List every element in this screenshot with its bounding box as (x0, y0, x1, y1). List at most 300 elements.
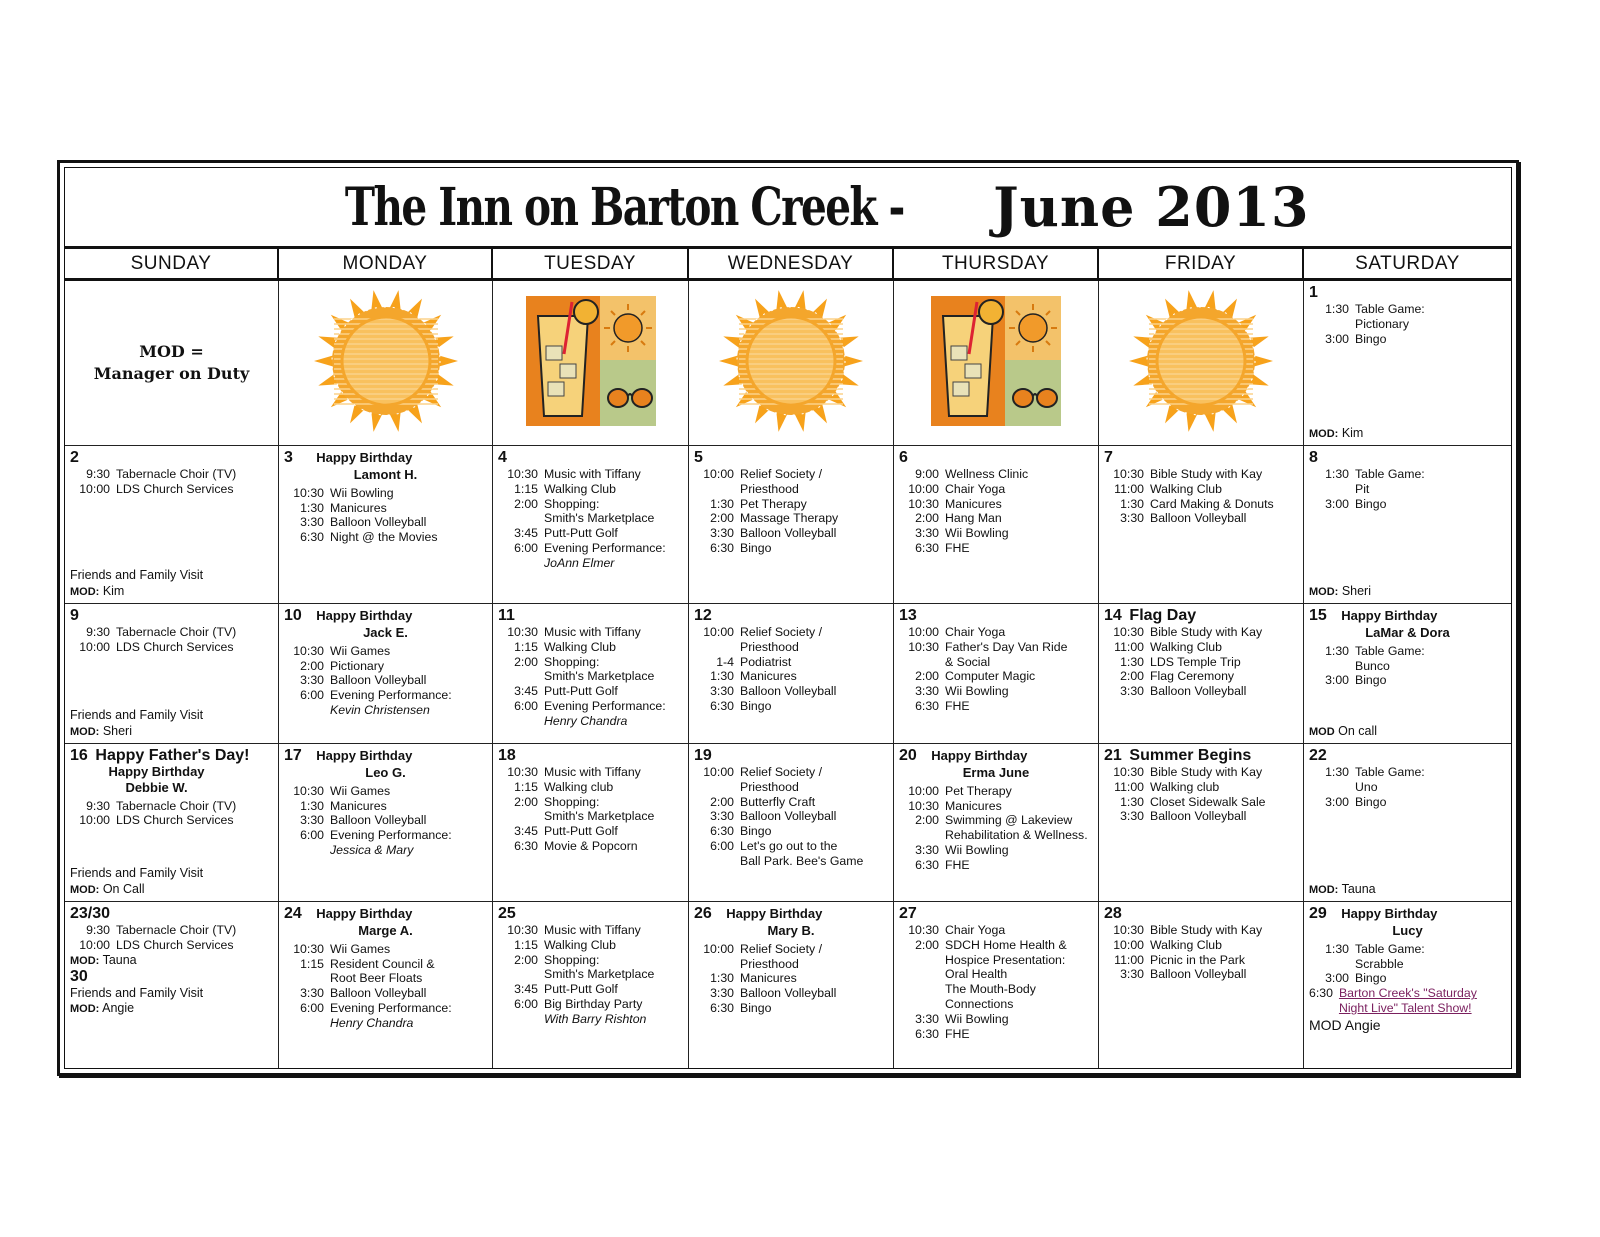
event-time: 1:30 (1325, 467, 1349, 481)
event-row (899, 1012, 1093, 1027)
event-row (70, 640, 273, 655)
mod-line: MOD: Sheri (1309, 584, 1371, 599)
event-activity: Manicures (945, 496, 1002, 511)
event-time (694, 482, 740, 497)
event-time: 1:30 (1325, 765, 1349, 779)
day-cell (279, 604, 493, 744)
day-number: 3 (284, 449, 293, 466)
event-activity: Smith's Marketplace (544, 511, 655, 526)
birthday-label: Happy Birthday (316, 748, 413, 763)
event-row (899, 799, 1093, 814)
event-row (1104, 809, 1298, 824)
event-row (284, 813, 487, 828)
day-cell (1099, 446, 1304, 604)
event-activity: Evening Performance: (330, 688, 452, 703)
event-row (498, 482, 683, 497)
event-activity: Manicures (330, 798, 387, 813)
event-time: 10:30 (1113, 765, 1144, 779)
event-row (70, 467, 273, 482)
event-activity: Ball Park. Bee's Game (740, 853, 864, 868)
event-row (899, 953, 1093, 968)
event-row (694, 526, 888, 541)
event-row (694, 780, 888, 795)
event-time: 3:30 (915, 1011, 939, 1026)
event-activity: Evening Performance: (330, 828, 452, 843)
event-time (694, 640, 740, 655)
event-activity: Hospice Presentation: (945, 952, 1066, 967)
event-row (70, 813, 273, 828)
event-row (498, 511, 683, 526)
event-activity: Balloon Volleyball (740, 526, 837, 541)
birthday-name: LaMar & Dora (1365, 625, 1450, 640)
event-time: 2:00 (1120, 669, 1144, 684)
event-activity: Balloon Volleyball (1150, 511, 1247, 526)
event-time: 1:15 (514, 937, 538, 952)
event-time: 6:00 (514, 996, 538, 1011)
event-row (284, 530, 487, 545)
event-activity: Chair Yoga (945, 923, 1006, 937)
event-activity: Scrabble (1355, 956, 1404, 971)
event-time: 10:30 (908, 639, 939, 654)
event-time: 1:30 (300, 798, 324, 813)
event-time: 2:00 (915, 511, 939, 526)
sun-icon (314, 289, 458, 437)
mod-line: MOD On call (1309, 724, 1378, 739)
event-time: 1:30 (1325, 643, 1349, 658)
blank-cell-lemonade (493, 281, 689, 446)
mod-line: MOD: Tauna (1309, 882, 1376, 897)
event-row (70, 625, 273, 640)
event-row (694, 699, 888, 714)
event-activity: LDS Church Services (116, 937, 234, 952)
event-row (1104, 625, 1298, 640)
event-activity: Walking club (544, 779, 614, 794)
performer-name: Jessica & Mary (330, 842, 414, 857)
performer-prefix: With (544, 1011, 572, 1026)
day-cell (689, 604, 894, 744)
event-activity: Wii Bowling (945, 684, 1009, 699)
event-time: 3:45 (514, 824, 538, 839)
event-time (694, 780, 740, 795)
weekday-wednesday: WEDNESDAY (689, 249, 894, 278)
event-row (899, 482, 1093, 497)
event-time: 2:00 (915, 813, 939, 828)
holiday-title: Happy Father's Day! (95, 747, 250, 764)
event-time: 6:30 (710, 1000, 734, 1015)
event-activity: Table Game: (1355, 302, 1425, 316)
event-activity: Walking Club (1150, 481, 1222, 496)
event-row (1309, 957, 1506, 972)
event-time: 10:30 (908, 923, 939, 937)
event-time: 10:00 (703, 765, 734, 779)
event-row (498, 795, 683, 810)
event-activity: Wellness Clinic (945, 467, 1029, 481)
event-activity: FHE (945, 540, 970, 555)
day-number: 21 (1104, 747, 1122, 764)
event-time: 1:30 (710, 669, 734, 684)
lemonade-summer-icon (929, 294, 1063, 432)
birthday-name: Lamont H. (353, 467, 418, 482)
event-time: 2:00 (915, 937, 939, 952)
day-cell (894, 902, 1099, 1068)
event-time: 10:30 (293, 643, 324, 658)
event-time: 6:00 (514, 698, 538, 713)
event-time: 10:00 (908, 783, 939, 798)
day-cell (689, 902, 894, 1068)
event-row (498, 497, 683, 512)
event-time: 10:30 (1113, 923, 1144, 937)
event-time: 1:15 (514, 779, 538, 794)
event-activity: Manicures (740, 669, 797, 684)
event-activity: Balloon Volleyball (740, 986, 837, 1001)
day-cell (1099, 902, 1304, 1068)
event-activity: Rehabilitation & Wellness. (945, 828, 1088, 843)
event-time: 1:30 (1120, 794, 1144, 809)
event-time: 3:30 (915, 842, 939, 857)
event-row (284, 986, 487, 1001)
event-activity: Butterfly Craft (740, 794, 816, 809)
event-time: 6:30 (915, 1026, 939, 1041)
legend-cell (65, 281, 279, 446)
event-time: 10:30 (507, 625, 538, 639)
event-time: 6:30 (710, 698, 734, 713)
event-activity: Wii Bowling (945, 526, 1009, 541)
event-activity: Pictionary (330, 658, 384, 673)
day-number: 9 (70, 607, 79, 624)
holiday-title: Summer Begins (1129, 747, 1252, 764)
event-row (899, 541, 1093, 556)
event-activity: Balloon Volleyball (1150, 684, 1247, 699)
event-activity: Bingo (1355, 331, 1387, 346)
event-activity: Walking Club (544, 639, 616, 654)
event-activity: Table Game: (1355, 467, 1425, 481)
event-row (498, 982, 683, 997)
event-activity: Relief Society / (740, 941, 823, 956)
event-activity: Evening Performance: (330, 1000, 452, 1015)
event-activity: Evening Performance: (544, 698, 666, 713)
calendar-frame (57, 160, 1519, 1076)
event-activity: Let's go out to the (740, 838, 838, 853)
event-row (899, 938, 1093, 953)
event-time: 3:30 (1120, 809, 1144, 824)
event-activity: SDCH Home Health & (945, 937, 1067, 952)
event-row (498, 809, 683, 824)
event-activity: & Social (945, 654, 991, 669)
event-row (899, 684, 1093, 699)
day-cell (65, 446, 279, 604)
event-row (1309, 644, 1506, 659)
event-activity: Priesthood (740, 779, 799, 794)
birthday-label: Happy Birthday (316, 450, 413, 465)
birthday-label: Happy Birthday (726, 906, 823, 921)
event-activity: Manicures (330, 500, 387, 515)
day-number: 18 (498, 747, 516, 764)
event-time: 10:30 (293, 783, 324, 798)
event-activity: Manicures (740, 971, 797, 986)
event-time: 10:30 (293, 485, 324, 500)
event-activity: Balloon Volleyball (330, 673, 427, 688)
event-activity: Balloon Volleyball (330, 813, 427, 828)
day-cell (689, 744, 894, 902)
event-time (1309, 780, 1355, 795)
event-row (694, 541, 888, 556)
event-time: 6:30 (915, 540, 939, 555)
event-row (498, 780, 683, 795)
event-activity: LDS Church Services (116, 639, 234, 654)
event-row (694, 795, 888, 810)
event-time (1309, 482, 1355, 497)
event-activity: Smith's Marketplace (544, 669, 655, 684)
event-time (1309, 957, 1355, 972)
event-time (498, 669, 544, 684)
event-activity: Walking Club (1150, 937, 1222, 952)
event-time: 2:00 (514, 496, 538, 511)
event-time: 3:45 (514, 982, 538, 997)
event-row (899, 982, 1093, 997)
day-cell (65, 604, 279, 744)
event-row (1309, 467, 1506, 482)
event-activity: Root Beer Floats (330, 971, 423, 986)
weekday-friday: FRIDAY (1099, 249, 1304, 278)
birthday-name: Mary B. (767, 923, 815, 938)
event-time: 2:00 (300, 658, 324, 673)
day-cell (894, 446, 1099, 604)
event-time (284, 971, 330, 986)
event-activity: Priesthood (740, 639, 799, 654)
event-row (498, 640, 683, 655)
calendar-grid (65, 281, 1511, 1068)
event-activity: Bingo (740, 540, 772, 555)
event-row (899, 843, 1093, 858)
event-activity: Tabernacle Choir (TV) (116, 467, 237, 481)
event-row (1104, 655, 1298, 670)
event-row (498, 541, 683, 556)
day-number: 14 (1104, 607, 1122, 624)
event-activity: Table Game: (1355, 765, 1425, 779)
day-cell (1304, 744, 1511, 902)
event-activity: Closet Sidewalk Sale (1150, 794, 1266, 809)
event-row (694, 511, 888, 526)
event-activity: Shopping: (544, 496, 600, 511)
event-row (899, 526, 1093, 541)
event-time: 3:45 (514, 684, 538, 699)
event-row (284, 644, 487, 659)
event-activity: Music with Tiffany (544, 625, 641, 639)
event-row (899, 655, 1093, 670)
event-activity: Oral Health (945, 967, 1008, 982)
event-row (1104, 953, 1298, 968)
event-activity: LDS Church Services (116, 481, 234, 496)
event-activity: Shopping: (544, 654, 600, 669)
event-time: 11:00 (1114, 481, 1144, 496)
event-row (498, 625, 683, 640)
event-activity: Bingo (740, 698, 772, 713)
event-row (1309, 317, 1506, 332)
event-row (694, 684, 888, 699)
event-row (694, 640, 888, 655)
event-time: 10:30 (1113, 467, 1144, 481)
event-time: 3:45 (514, 526, 538, 541)
event-activity: Relief Society / (740, 765, 823, 779)
birthday-name: Erma June (962, 765, 1030, 780)
event-time: 10:00 (79, 813, 110, 828)
event-time: 2:00 (915, 669, 939, 684)
event-time: 1:15 (514, 481, 538, 496)
day-number: 30 (70, 968, 88, 986)
event-time: 6:30 (514, 838, 538, 853)
event-row (284, 828, 487, 843)
event-activity: Putt-Putt Golf (544, 982, 618, 997)
event-time: 10:30 (507, 923, 538, 937)
day-number: 23/30 (70, 905, 111, 922)
weekday-thursday: THURSDAY (894, 249, 1099, 278)
event-activity: Putt-Putt Golf (544, 824, 618, 839)
event-row (899, 699, 1093, 714)
event-row (1309, 302, 1506, 317)
event-row (694, 971, 888, 986)
event-activity: FHE (945, 698, 970, 713)
event-time: 10:00 (79, 937, 110, 952)
day-number: 22 (1309, 747, 1327, 764)
event-activity: Picnic in the Park (1150, 952, 1246, 967)
day-number: 29 (1309, 905, 1327, 922)
birthday-label: Happy Birthday (1341, 608, 1438, 623)
event-row (498, 824, 683, 839)
event-activity: Balloon Volleyball (330, 515, 427, 530)
event-activity: Pictionary (1355, 316, 1409, 331)
event-time: 3:00 (1325, 496, 1349, 511)
event-time: 9:00 (915, 467, 939, 481)
lemonade-summer-icon (524, 294, 658, 432)
event-row (498, 997, 683, 1012)
event-time: 10:00 (79, 639, 110, 654)
talent-show-link[interactable]: Barton Creek's "Saturday Night Live" Talent Show! (1338, 986, 1477, 1015)
day-cell (493, 604, 689, 744)
event-time: 3:30 (710, 809, 734, 824)
event-time (1309, 659, 1355, 674)
event-time (694, 854, 740, 869)
day-cell (1099, 744, 1304, 902)
event-time: 1:30 (710, 496, 734, 511)
day-cell (1099, 604, 1304, 744)
holiday-title: Flag Day (1129, 607, 1197, 624)
birthday-name: Marge A. (358, 923, 413, 938)
day-cell (65, 744, 279, 902)
event-activity: Father's Day Van Ride (945, 639, 1068, 654)
event-row (498, 669, 683, 684)
event-time: 10:30 (507, 765, 538, 779)
event-row (899, 858, 1093, 873)
event-time: 6:30 (915, 698, 939, 713)
event-time: 10:00 (703, 625, 734, 639)
event-row (284, 971, 487, 986)
event-activity: Balloon Volleyball (740, 684, 837, 699)
event-row (284, 501, 487, 516)
event-time: 6:00 (300, 1000, 324, 1015)
event-activity: Walking club (1150, 779, 1220, 794)
event-row (694, 765, 888, 780)
event-activity: Music with Tiffany (544, 467, 641, 481)
event-time: 3:00 (1325, 971, 1349, 986)
event-row (694, 854, 888, 869)
event-row (1104, 640, 1298, 655)
blank-cell-lemonade (894, 281, 1099, 446)
event-row (1104, 780, 1298, 795)
event-row (498, 526, 683, 541)
event-row (694, 824, 888, 839)
event-time: 3:30 (300, 986, 324, 1001)
event-activity: Resident Council & (330, 956, 435, 971)
event-activity: Walking Club (1150, 639, 1222, 654)
birthday-name: Jack E. (363, 625, 408, 640)
event-activity: Pet Therapy (740, 496, 807, 511)
event-row (899, 997, 1093, 1012)
event-activity: Flag Ceremony (1150, 669, 1235, 684)
event-activity: The Mouth-Body (945, 982, 1036, 997)
event-row (70, 799, 273, 814)
event-time: 6:30 (300, 530, 324, 545)
event-activity: Bible Study with Kay (1150, 765, 1263, 779)
day-number: 15 (1309, 607, 1327, 624)
title-script: The Inn on Barton Creek - (345, 176, 905, 238)
event-row (498, 839, 683, 854)
weekday-monday: MONDAY (279, 249, 493, 278)
weekday-sunday: SUNDAY (65, 249, 279, 278)
friends-family-visit: Friends and Family Visit (70, 708, 204, 723)
event-time: 10:30 (293, 941, 324, 956)
event-row (899, 813, 1093, 828)
event-time: 9:30 (86, 625, 110, 639)
event-activity: Massage Therapy (740, 511, 839, 526)
event-time: 3:00 (1325, 331, 1349, 346)
event-activity: Computer Magic (945, 669, 1036, 684)
event-time (899, 953, 945, 968)
event-activity: Putt-Putt Golf (544, 684, 618, 699)
event-activity: Music with Tiffany (544, 765, 641, 779)
event-activity: Bingo (1355, 794, 1387, 809)
performer-name: With Barry Rishton (544, 1011, 647, 1026)
event-row (1309, 765, 1506, 780)
event-activity: Bingo (740, 824, 772, 839)
event-time: 2:00 (514, 952, 538, 967)
event-row (1104, 669, 1298, 684)
mod-line: MOD: Kim (1309, 426, 1364, 441)
event-row (899, 640, 1093, 655)
event-activity: Priesthood (740, 481, 799, 496)
event-activity: Bingo (740, 1000, 772, 1015)
event-row (284, 515, 487, 530)
event-time: 10:30 (908, 496, 939, 511)
event-row (899, 923, 1093, 938)
day-number: 8 (1309, 449, 1318, 466)
day-cell (1304, 604, 1511, 744)
event-time: 2:00 (514, 654, 538, 669)
day-number: 24 (284, 905, 302, 922)
event-time: 3:30 (915, 526, 939, 541)
day-number: 25 (498, 905, 516, 922)
event-row (498, 938, 683, 953)
event-time: 2:00 (514, 794, 538, 809)
event-row (1309, 482, 1506, 497)
event-row (694, 655, 888, 670)
event-row (498, 923, 683, 938)
sun-icon (1129, 289, 1273, 437)
day-number: 10 (284, 607, 302, 624)
event-time: 10:00 (908, 481, 939, 496)
event-row (899, 467, 1093, 482)
event-time: 3:00 (1325, 673, 1349, 688)
event-time: 1:30 (300, 500, 324, 515)
